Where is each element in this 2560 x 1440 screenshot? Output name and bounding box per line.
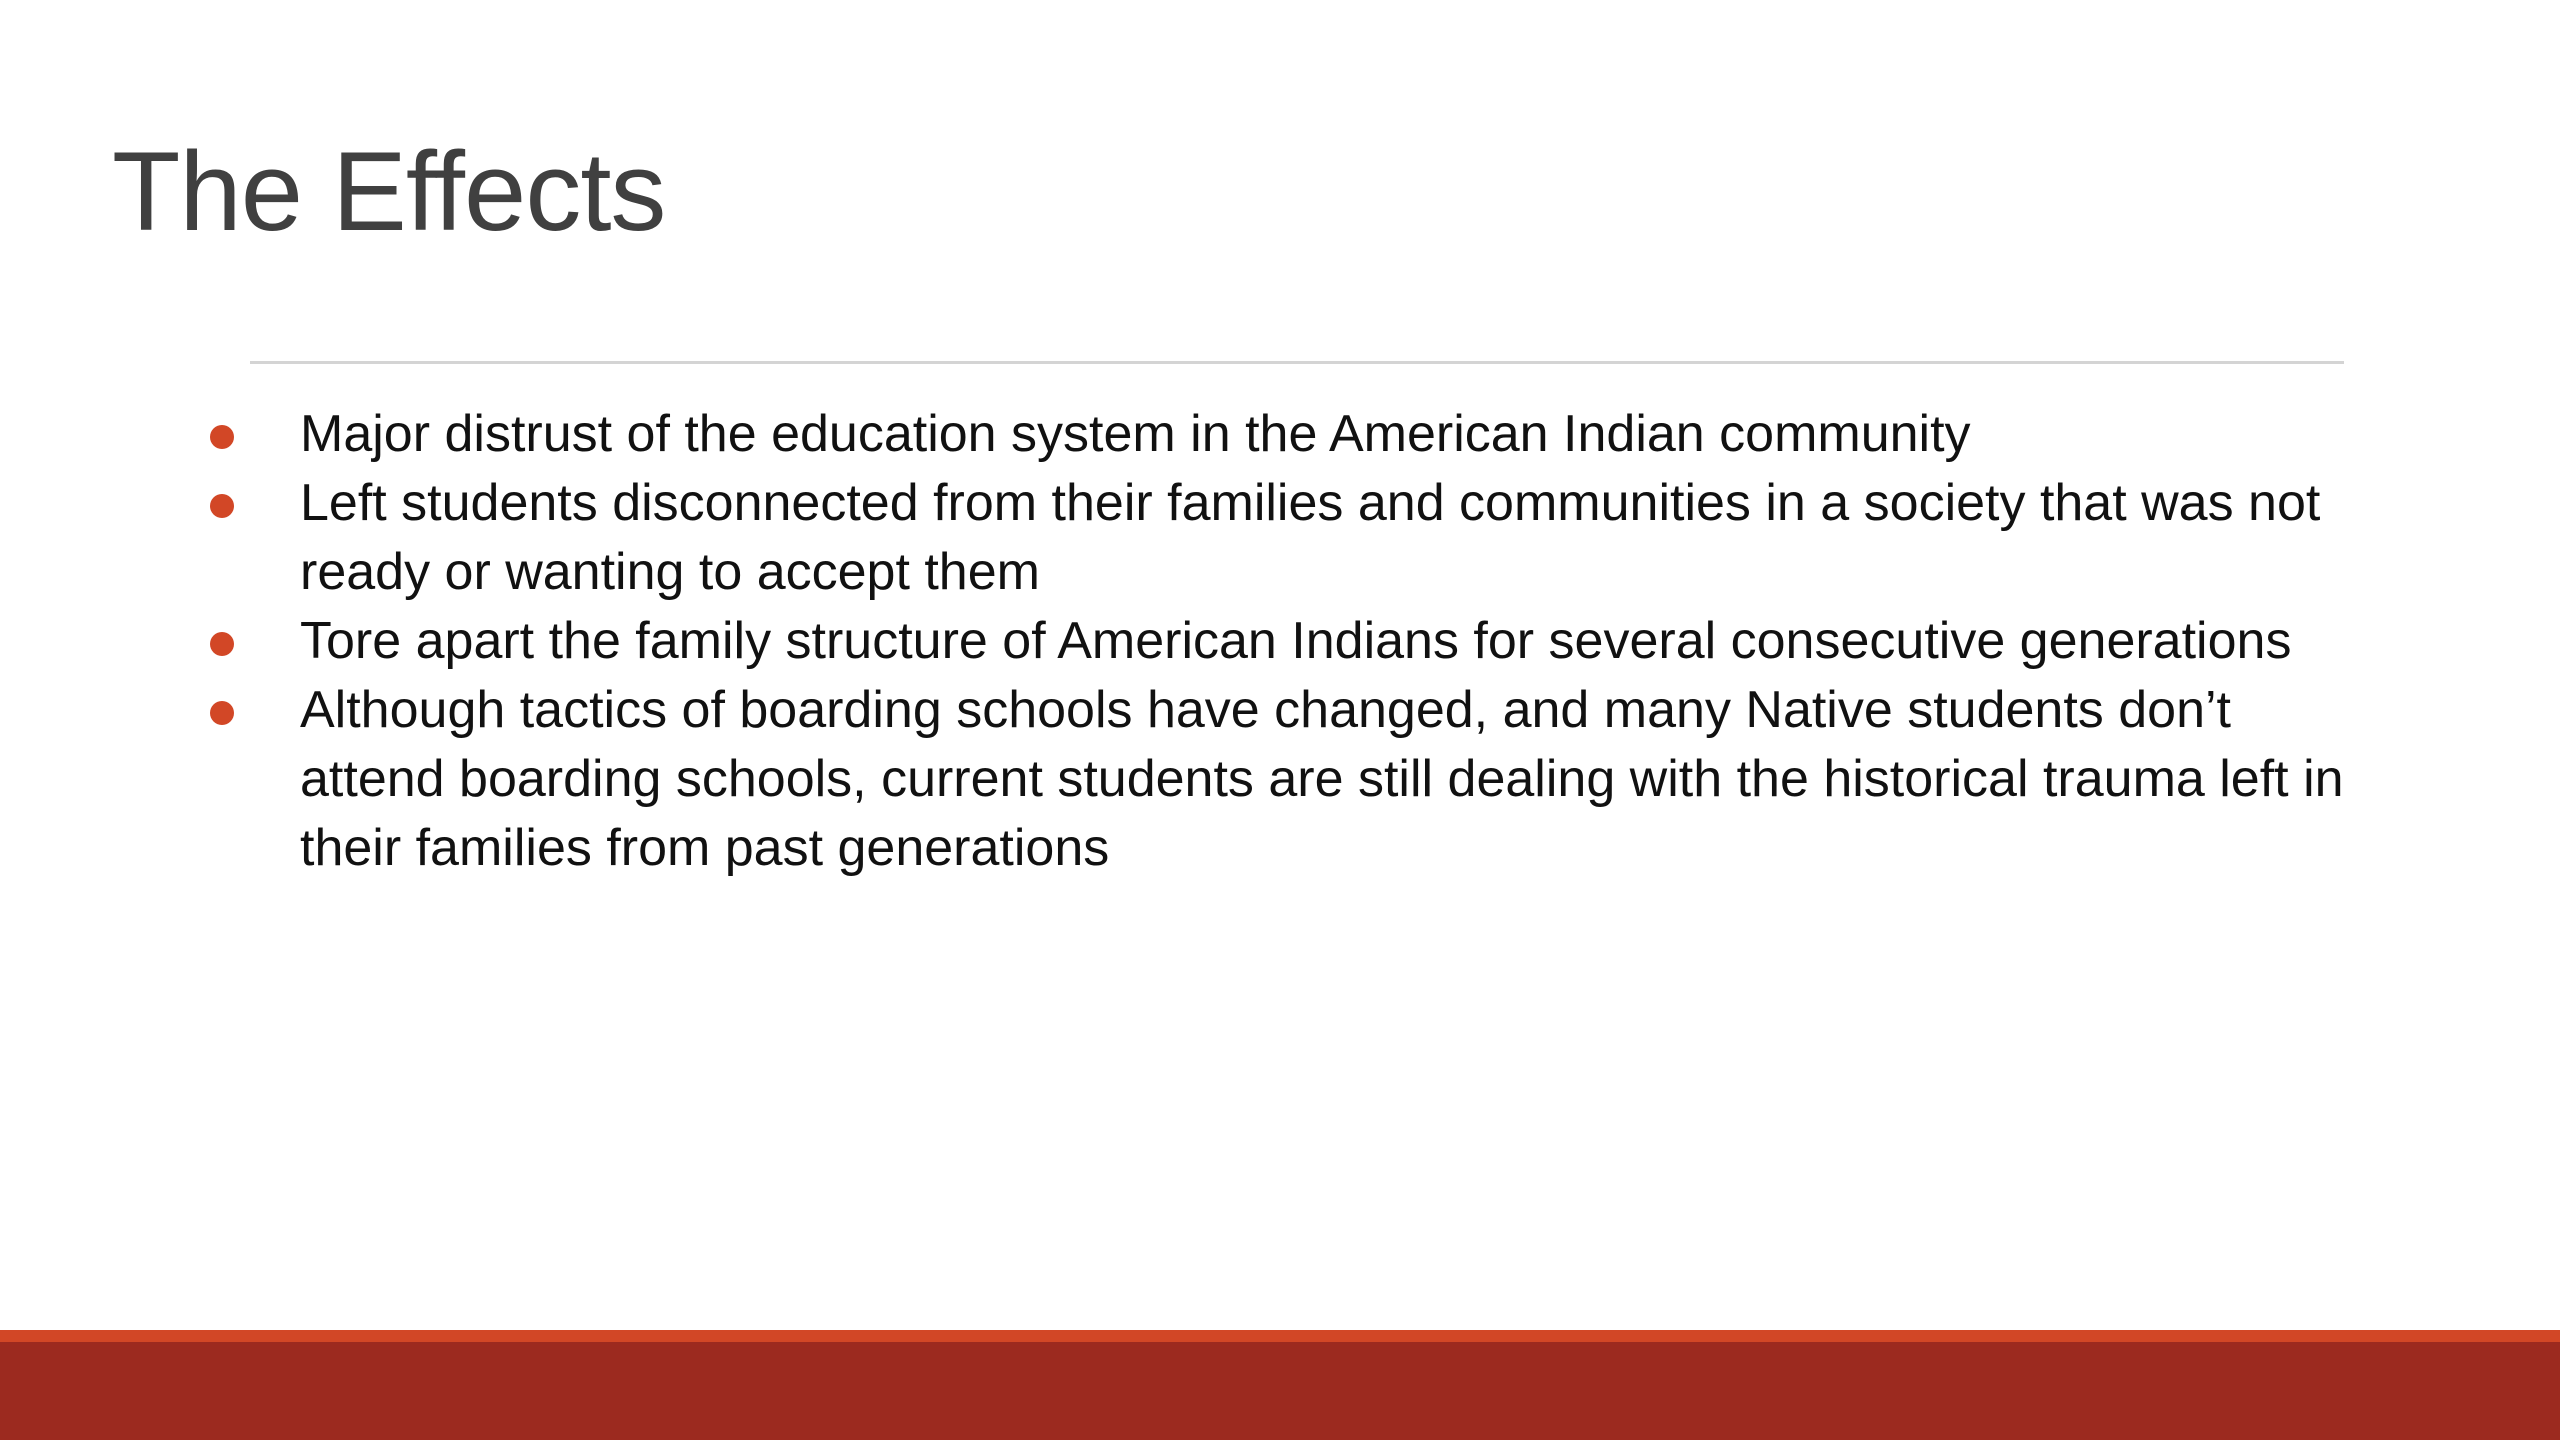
- slide-title: The Effects: [112, 129, 666, 254]
- bullet-text: Tore apart the family structure of American Indians for several consecutive generations: [300, 612, 2292, 670]
- bullet-dot-icon: [210, 494, 234, 518]
- bullet-item: [200, 676, 2360, 883]
- footer-band: [0, 1342, 2560, 1440]
- bullet-dot-icon: [210, 701, 234, 725]
- bullet-dot-icon: [210, 632, 234, 656]
- title-divider: [250, 361, 2344, 364]
- bullet-text: Left students disconnected from their families and communities in a society that was not ready or wanting to accept them: [300, 474, 2321, 601]
- bullet-item: [200, 469, 2360, 607]
- bullet-text: Although tactics of boarding schools have changed, and many Native students don’t attend boarding schools, current students are still dealing with the historical trauma left in their families from past generations: [300, 681, 2344, 877]
- bullet-text: Major distrust of the education system in the American Indian community: [300, 405, 1971, 463]
- bullet-dot-icon: [210, 425, 234, 449]
- bullet-item: [200, 400, 2360, 469]
- bullet-list: [200, 400, 2360, 883]
- footer-accent-stripe: [0, 1330, 2560, 1342]
- bullet-item: [200, 607, 2360, 676]
